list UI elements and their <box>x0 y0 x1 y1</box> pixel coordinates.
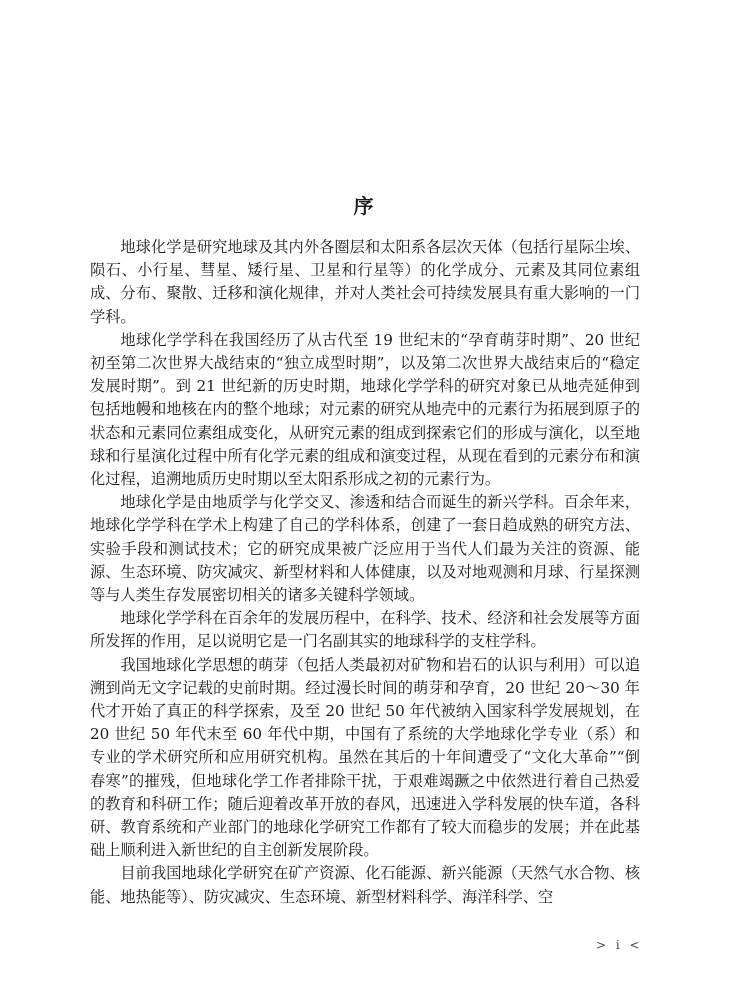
paragraph-2: 地球化学学科在我国经历了从古代至 19 世纪末的“孕育萌芽时期”、20 世纪初至第二次世界大战结束的“独立成型时期”，以及第二次世界大战结束后的“稳定发展时期”。到 21 世纪新的历史时期，地球化学学科的研究对象已从地壳延伸到包括地幔和地核在内的整个地球；对元素的研究从地壳中的元素行为拓展到原子的状态和元素同位素组成变化，从研究元素的组成到探索它们的形成与演化，以至地球和行星演化过程中所有化学元素的组成和演变过程，从现在看到的元素分布和演化过程，追溯地质历史时期以至太阳系形成之初的元素行为。 <box>90 330 640 489</box>
page-title: 序 <box>353 194 376 218</box>
body-text <box>90 236 640 909</box>
paragraph-5: 我国地球化学思想的萌芽（包括人类最初对矿物和岩石的认识与利用）可以追溯到尚无文字记载的史前时期。经过漫长时间的萌芽和孕育，20 世纪 20～30 年代才开始了真正的科学探索，及至 20 世纪 50 年代被纳入国家科学发展规划，在 20 世纪 50 年代末至 60 年代中期，中国有了系统的大学地球化学专业（系）和专业的学术研究所和应用研究机构。虽然在其后的十年间遭受了“文化大革命”“倒春寒”的摧残，但地球化学工作者排除干扰，于艰难竭蹶之中依然进行着自己热爱的教育和科研工作；随后迎着改革开放的春风，迅速进入学科发展的快车道，各科研、教育系统和产业部门的地球化学研究工作都有了较大而稳步的发展；并在此基础上顺利进入新世纪的自主创新发展阶段。 <box>90 655 640 860</box>
paragraph-6: 目前我国地球化学研究在矿产资源、化石能源、新兴能源（天然气水合物、核能、地热能等）、防灾减灾、生态环境、新型材料科学、海洋科学、空 <box>90 864 640 906</box>
paragraph-1: 地球化学是研究地球及其内外各圈层和太阳系各层次天体（包括行星际尘埃、陨石、小行星、彗星、矮行星、卫星和行星等）的化学成分、元素及其同位素组成、分布、聚散、迁移和演化规律，并对人类社会可持续发展具有重大影响的一门学科。 <box>90 238 640 326</box>
paragraph-3: 地球化学是由地质学与化学交叉、渗透和结合而诞生的新兴学科。百余年来，地球化学学科在学术上构建了自己的学科体系，创建了一套日趋成熟的研究方法、实验手段和测试技术；它的研究成果被广泛应用于当代人们最为关注的资源、能源、生态环境、防灾减灾、新型材料和人体健康，以及对地观测和月球、行星探测等与人类生存发展密切相关的诸多关键科学领域。 <box>90 493 640 605</box>
page-number: > i < <box>596 938 643 952</box>
paragraph-4: 地球化学学科在百余年的发展历程中，在科学、技术、经济和社会发展等方面所发挥的作用，足以说明它是一门名副其实的地球科学的支柱学科。 <box>90 609 640 651</box>
